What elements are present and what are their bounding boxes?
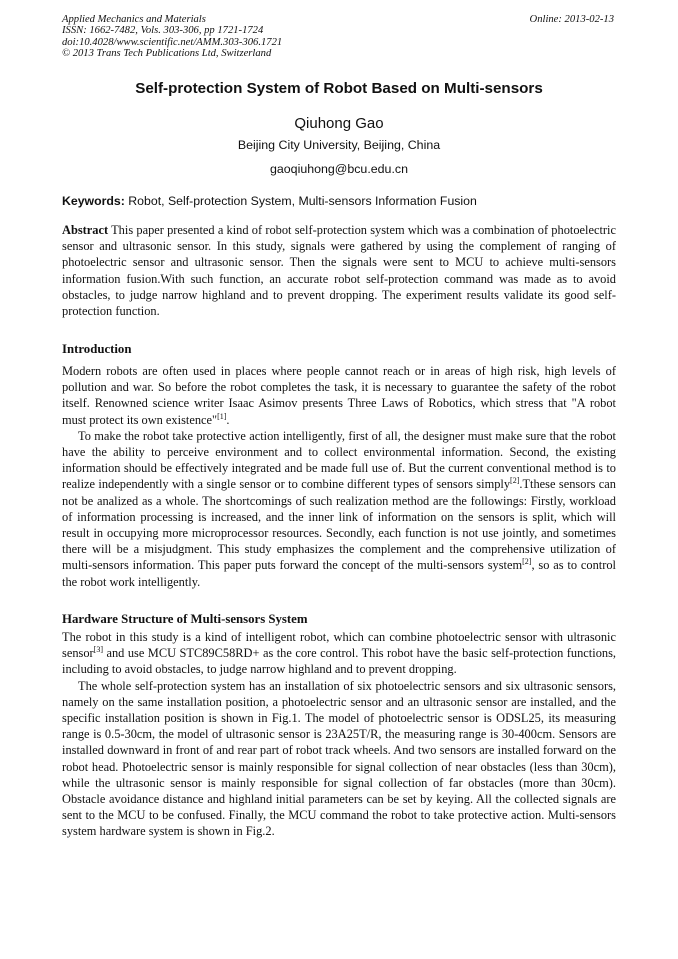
keywords-line [62,194,616,208]
introduction-section [62,363,616,590]
copyright-line: © 2013 Trans Tech Publications Ltd, Switzerland [62,48,272,60]
introduction-paragraph-2 [62,428,616,590]
author-email: gaoqiuhong@bcu.edu.cn [270,162,408,176]
introduction-paragraph-1 [62,363,616,428]
hardware-paragraph-1 [62,629,616,678]
keywords-text: Robot, Self-protection System, Multi-sensors Information Fusion [124,194,477,208]
intro-p1-text: Modern robots are often used in places where people cannot reach or in areas of high risk, high levels of pollution and war. So before the robot completes the task, it is necessary to guarantee the safety of the robot itself. Renowned science writer Isaac Asimov presents Three Laws of Robotics, which stress that "A robot must protect its own existence" [62,364,616,427]
citation-ref: [1] [217,411,227,421]
hardware-paragraph-2: The whole self-protection system has an installation of six photoelectric sensors and six ultrasonic sensors, namely on the same installation position, a photoelectric sensor and an ultrasonic sensor are installed, and the specific installation position is shown in Fig.1. The model of photoelectric sensor is ODSL25, its measuring range is 0.5-30cm, the model of ultrasonic sensor is 23A25T/R, the measuring range is 30-400cm. Sensors are installed downward in front of and rear part of robot track wheels. And two sensors are installed forward on the robot head. Photoelectric sensor is mainly responsible for signal collection of near obstacles (less than 30cm), while the ultrasonic sensor is mainly responsible for signal collection of far obstacles (more than 30cm). Obstacle avoidance distance and highland initial parameters can be set by keying. All the collected signals are sent to the MCU to be confused. Finally, the MCU command the robot to take protective action. Multi-sensors system hardware system is shown in Fig.2. [62,678,616,839]
hw-p1-text-b: and use MCU STC89C58RD+ as the core control. This robot have the basic self-protection functions, including to avoid obstacles, to judge narrow highland and to prevent dropping. [62,646,616,677]
intro-p2-text-c: , so as to control the robot work intelligently. [62,558,616,589]
author-name: Qiuhong Gao [294,115,384,132]
abstract-label: Abstract [62,223,109,237]
intro-p2-text-b: .Tthese sensors can not be analized as a whole. The shortcomings of such realization method are the followings: Firstly, workload of information processing is increased, and the inner link of information on the sensors is split, which will result in occupying more microprocessor resources. Secondly, each function is not use jointly, and sometimes there will be a misjudgment. This study emphasizes the complement and the comprehensive utilization of multi-sensors information. This paper puts forward the concept of the multi-sensors system [62,477,616,573]
issn-line: ISSN: 1662-7482, Vols. 303-306, pp 1721-1724 [62,25,264,37]
author-affiliation: Beijing City University, Beijing, China [237,138,441,152]
citation-ref: [3] [93,645,103,655]
doi-line: doi:10.4028/www.scientific.net/AMM.303-306.1721 [62,36,283,48]
paper-title: Self-protection System of Robot Based on Multi-sensors [135,80,543,97]
abstract-section [62,222,616,319]
citation-ref: [2] [522,557,532,567]
keywords-label: Keywords: [62,194,125,208]
introduction-heading: Introduction [62,342,132,356]
online-date: Online: 2013-02-13 [529,14,614,25]
citation-ref: [2] [510,476,520,486]
intro-p2-text-a: To make the robot take protective action intelligently, first of all, the designer must make sure that the robot have the ability to perceive environment and to collect environmental information. Second, the existing information should be effectively integrated and be made full use of. But the current conventional method is to realize independently with a single sensor or to combine different types of sensors simply [62,428,616,492]
intro-p1-end: . [226,412,230,427]
journal-header [62,14,282,60]
hardware-section [62,629,616,840]
abstract-text: This paper presented a kind of robot self-protection system which was a combination of photoelectric sensor and ultrasonic sensor. In this study, signals were gathered by using the complement of ranging of photoelectric sensor and ultrasonic sensor. Then the signals were sent to MCU to achieve multi-sensors information fusion.With such function, an accurate robot self-protection command was made as to avoid obstacles, to judge narrow highland and to prevent dropping. The experiment results validate its good self-protection function. [62,223,616,319]
journal-name: Applied Mechanics and Materials [62,14,206,25]
hardware-heading: Hardware Structure of Multi-sensors System [62,612,308,626]
abstract-paragraph [62,222,616,319]
hw-p1-text-a: The robot in this study is a kind of intelligent robot, which can combine photoelectric sensor with ultrasonic sensor [62,630,616,661]
